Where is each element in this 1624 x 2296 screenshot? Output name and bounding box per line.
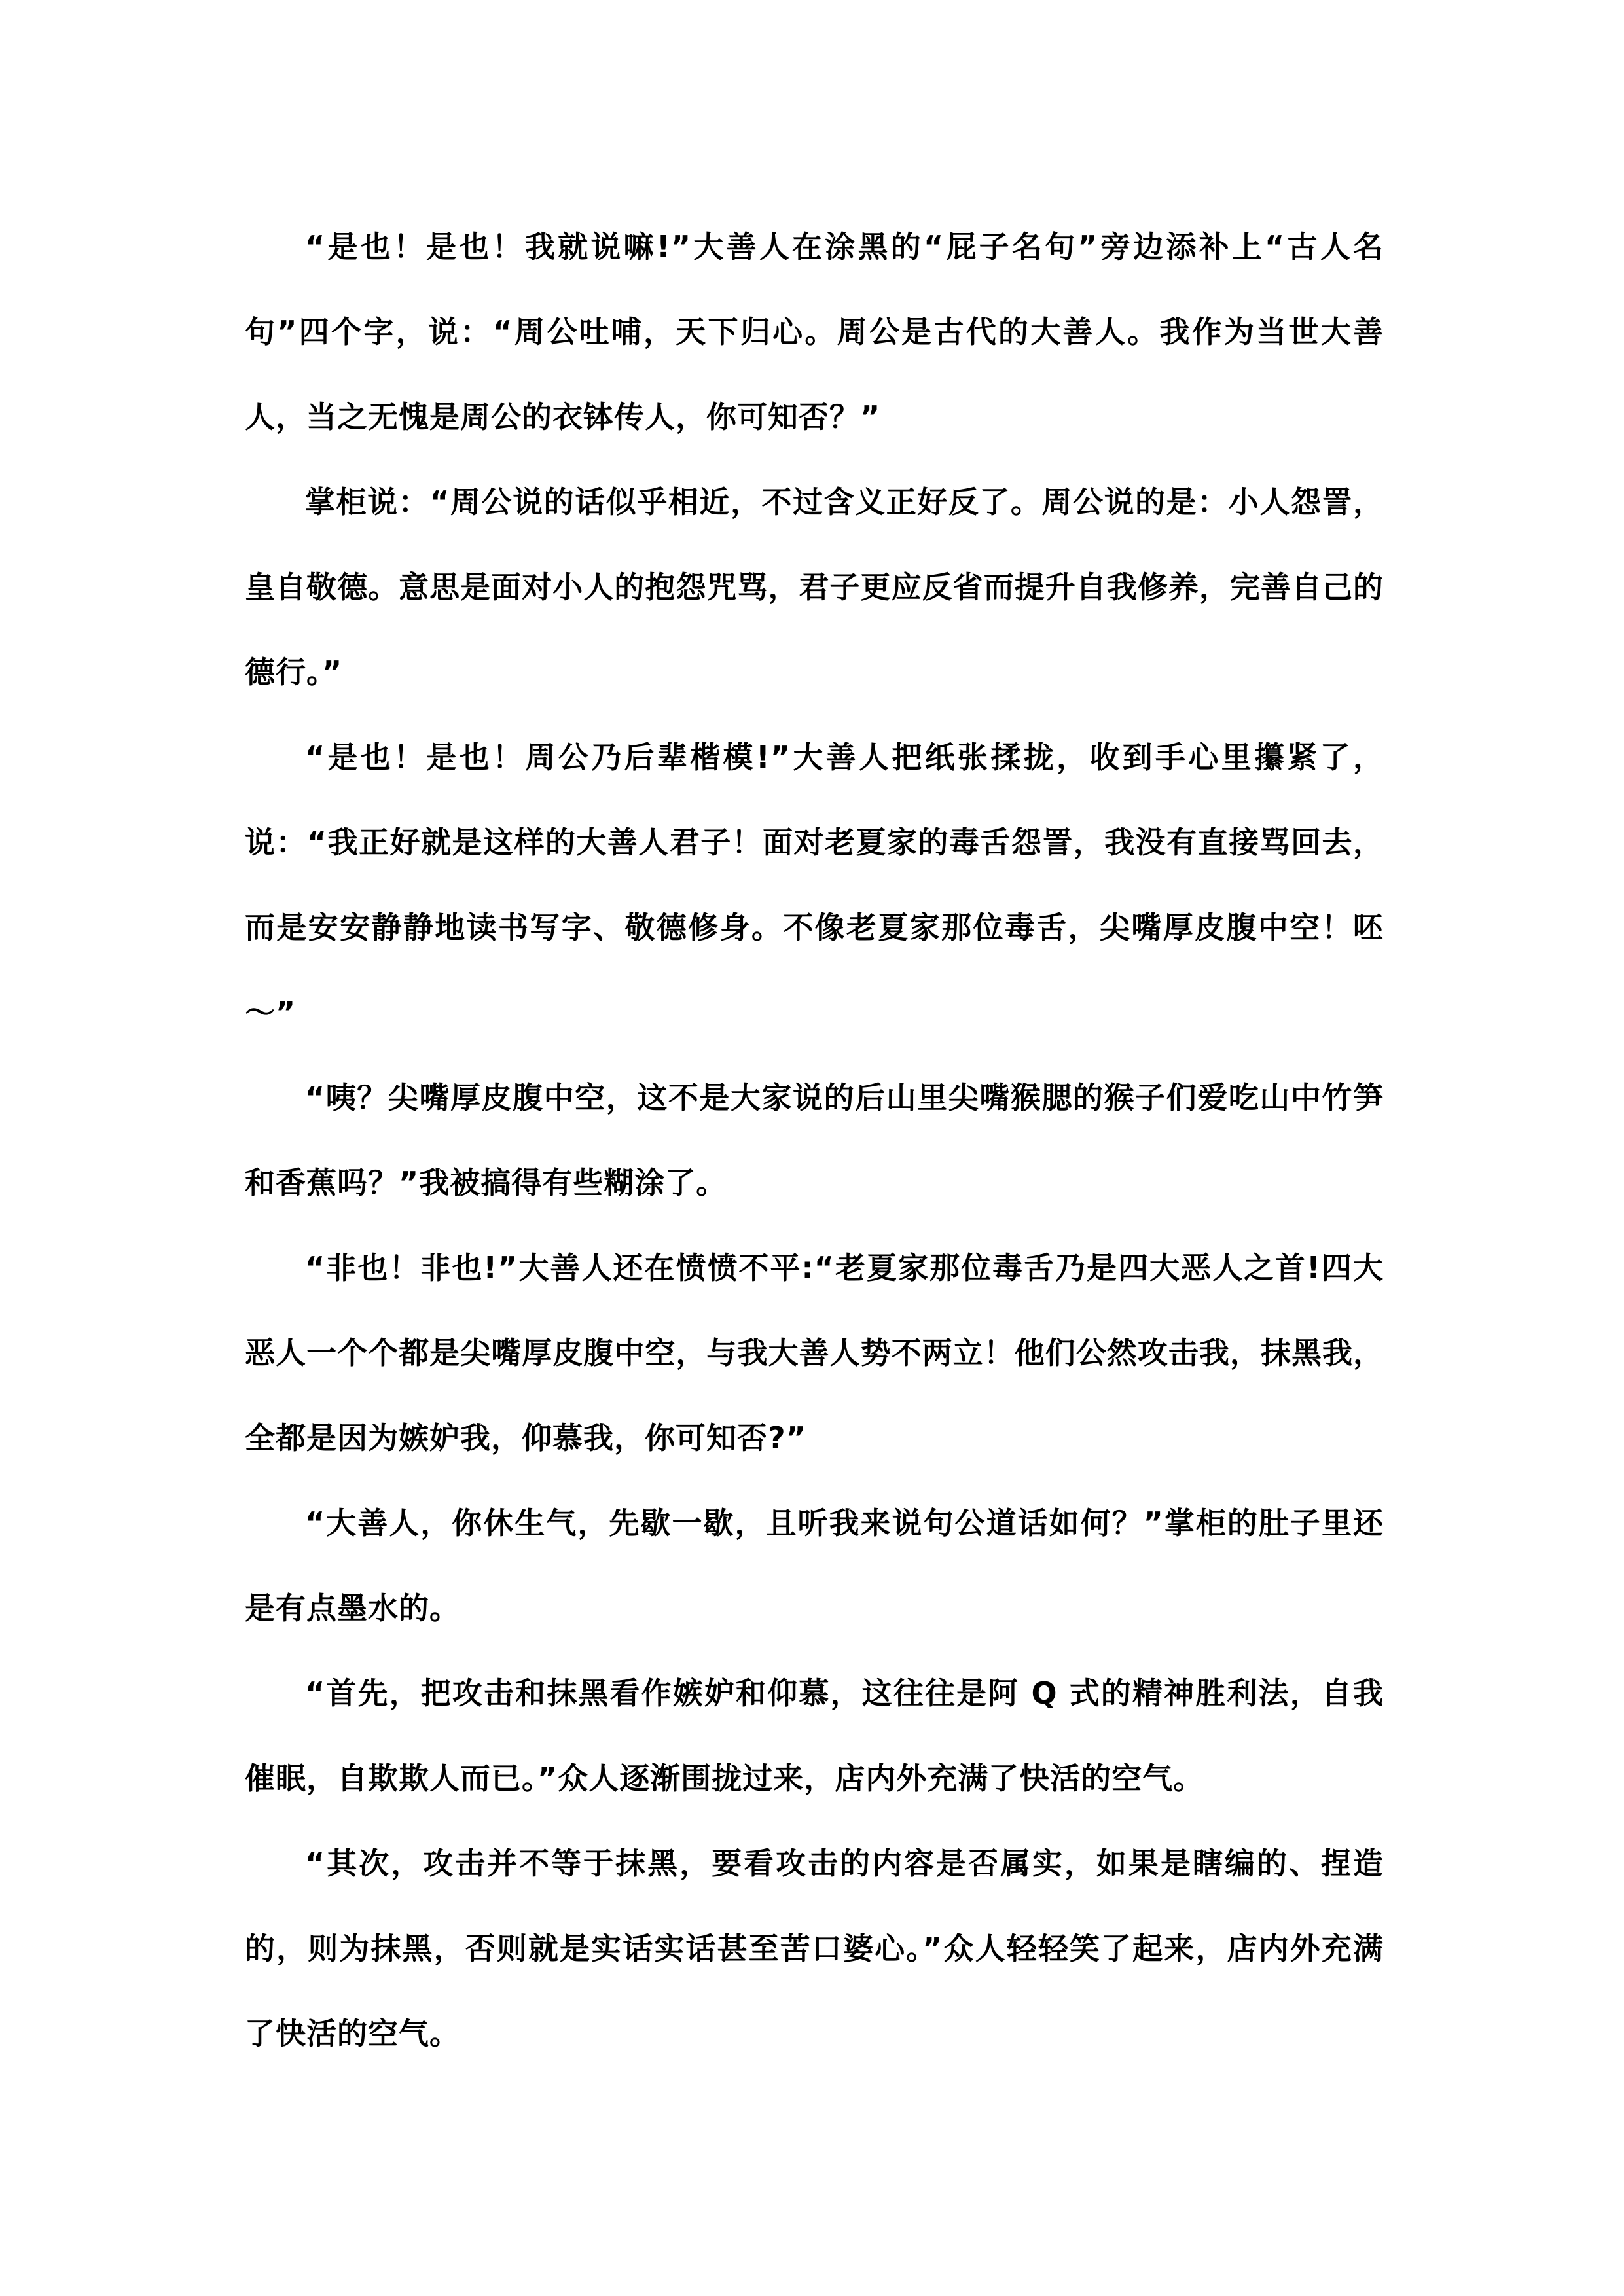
paragraph-7: “首先，把攻击和抹黑看作嫉妒和仰慕，这往往是阿 Q 式的精神胜利法，自我催眠，自欺欺人而已。”众人逐渐围拢过来，店内外充满了快活的空气。: [245, 1676, 1384, 1796]
paragraph-4: “咦？尖嘴厚皮腹中空，这不是大家说的后山里尖嘴猴腮的猴子们爱吃山中竹笋和香蕉吗？”我被搞得有些糊涂了。: [245, 1080, 1384, 1200]
paragraph-8: “其次，攻击并不等于抹黑，要看攻击的内容是否属实，如果是瞎编的、捏造的，则为抹黑，否则就是实话实话甚至苦口婆心。”众人轻轻笑了起来，店内外充满了快活的空气。: [245, 1846, 1384, 2051]
paragraph-3: “是也！是也！周公乃后辈楷模!”大善人把纸张揉拢，收到手心里攥紧了，说：“我正好就是这样的大善人君子！面对老夏家的毒舌怨詈，我没有直接骂回去，而是安安静静地读书写字、敬德修身。不像老夏家那位毒舌，尖嘴厚皮腹中空！呸～”: [245, 740, 1384, 1030]
paragraph-6: “大善人，你休生气，先歇一歇，且听我来说句公道话如何？”掌柜的肚子里还是有点墨水的。: [245, 1505, 1384, 1626]
paragraph-5: “非也！非也!”大善人还在愤愤不平:“老夏家那位毒舌乃是四大恶人之首!四大恶人一个个都是尖嘴厚皮腹中空，与我大善人势不两立！他们公然攻击我，抹黑我，全都是因为嫉妒我，仰慕我，你可知否?”: [245, 1250, 1384, 1456]
paragraph-2: 掌柜说：“周公说的话似乎相近，不过含义正好反了。周公说的是：小人怨詈，皇自敬德。意思是面对小人的抱怨咒骂，君子更应反省而提升自我修养，完善自己的德行。”: [245, 484, 1384, 690]
document-body: [245, 204, 1384, 2076]
paragraph-1: “是也！是也！我就说嘛!”大善人在涂黑的“屁子名句”旁边添补上“古人名句”四个字，说：“周公吐哺，天下归心。周公是古代的大善人。我作为当世大善人，当之无愧是周公的衣钵传人，你可知否？”: [245, 229, 1384, 435]
